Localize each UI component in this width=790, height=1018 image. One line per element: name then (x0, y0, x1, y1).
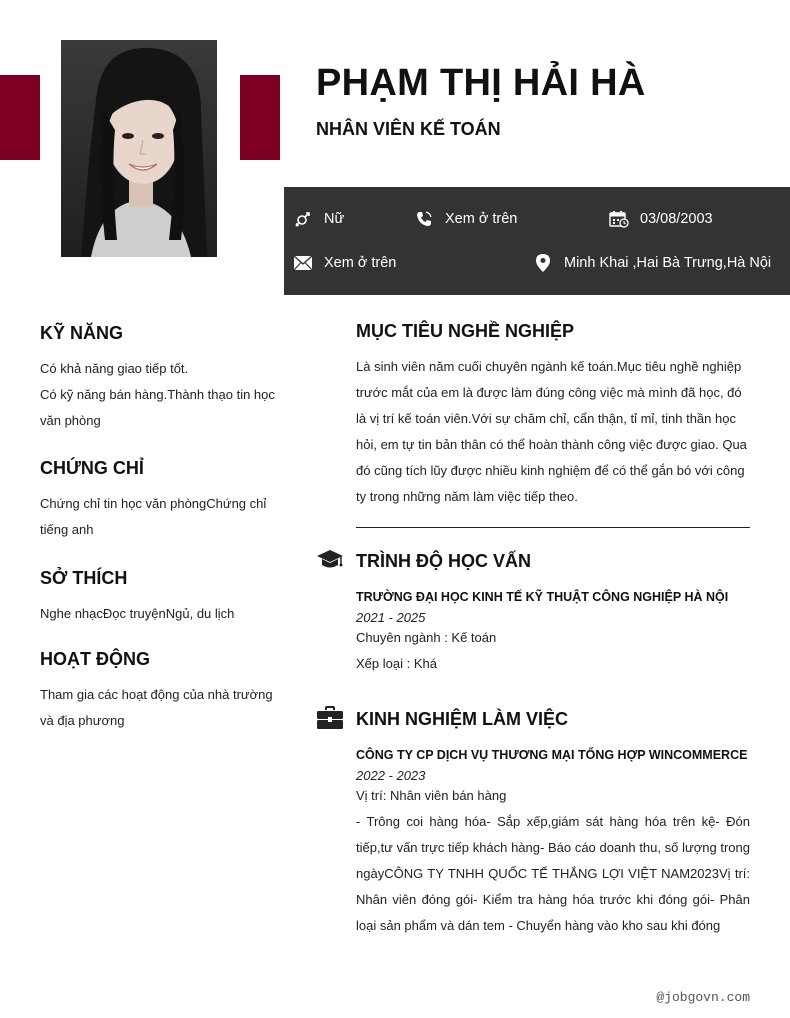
education-grade: Xếp loại : Khá (356, 656, 437, 671)
info-gender (293, 209, 344, 229)
activities-title: HOẠT ĐỘNG (40, 649, 150, 669)
activities-text: Tham gia các hoạt động của nhà trường và địa phương (40, 687, 273, 728)
section-divider (356, 527, 750, 528)
info-address (533, 253, 771, 273)
experience-position: Vị trí: Nhân viên bán hàng (356, 788, 507, 803)
info-dob (609, 209, 713, 229)
contact-info-box (284, 187, 790, 295)
certificates-text: Chứng chỉ tin học văn phòngChứng chỉ tiếng anh (40, 496, 267, 537)
skills-text: Có khả năng giao tiếp tốt. Có kỹ năng bán hàng.Thành thạo tin học văn phòng (40, 361, 275, 428)
objective-title: MỤC TIÊU NGHỀ NGHIỆP (356, 321, 575, 341)
info-gender-text: Nữ (324, 211, 345, 227)
watermark: @jobgovn.com (656, 990, 750, 1005)
experience-company: CÔNG TY CP DỊCH VỤ THƯƠNG MẠI TỔNG HỢP WINCOMMERCE (356, 748, 748, 762)
activities-section (40, 649, 280, 734)
hobbies-title: SỞ THÍCH (40, 568, 128, 588)
info-phone-text: Xem ở trên (445, 211, 518, 227)
skills-section (40, 323, 280, 434)
phone-icon (414, 209, 434, 229)
education-section (356, 551, 750, 677)
calendar-icon (609, 209, 629, 229)
experience-title: KINH NGHIỆM LÀM VIỆC (356, 709, 569, 729)
gender-icon (293, 209, 313, 229)
candidate-name: PHẠM THỊ HẢI HÀ (316, 62, 646, 104)
graduation-cap-icon (316, 549, 344, 573)
education-years: 2021 - 2025 (356, 610, 426, 625)
info-email-text: Xem ở trên (324, 255, 397, 271)
briefcase-icon (316, 706, 344, 730)
job-title: NHÂN VIÊN KẾ TOÁN (316, 119, 501, 139)
info-dob-text: 03/08/2003 (640, 211, 713, 227)
experience-years: 2022 - 2023 (356, 768, 426, 783)
objective-text: Là sinh viên năm cuối chuyên ngành kế toán.Mục tiêu nghề nghiệp trước mắt của em là được làm đúng công việc mà mình đã học, đó là vị trí kế toán viên.Với sự chăm chỉ, cẩn thận, tỉ mỉ, tinh thần học hỏi, em tự tin bản thân có thể hoàn thành công việc được giao. Qua đó cũng tích lũy được nhiều kinh nghiệm để có thể gắn bó với công ty trong những năm làm việc tiếp theo. (356, 359, 747, 504)
certificates-title: CHỨNG CHỈ (40, 458, 144, 478)
certificates-section (40, 458, 280, 543)
accent-block-right (240, 75, 280, 160)
education-school: TRƯỜNG ĐẠI HỌC KINH TẾ KỸ THUẬT CÔNG NGHIỆP HÀ NỘI (356, 590, 729, 604)
profile-photo (61, 40, 217, 257)
accent-block-left (0, 75, 40, 160)
education-major: Chuyên ngành : Kế toán (356, 630, 497, 645)
info-email (293, 253, 396, 273)
education-title: TRÌNH ĐỘ HỌC VẤN (356, 551, 531, 571)
experience-details: - Trông coi hàng hóa- Sắp xếp,giám sát hàng hóa trên kệ- Đón tiếp,tư vấn trực tiếp khách hàng- Báo cáo doanh thu, số lượng trong ngàyCÔNG TY TNHH QUỐC TẾ THẮNG LỢI VIỆT NAM2023Vị trí: Nhân viên đóng gói- Kiểm tra hàng hóa trước khi đóng gói- Phân loại sản phẩm và dán tem - Chuyển hàng vào kho sau khi đóng (356, 814, 750, 933)
objective-section (356, 321, 750, 510)
info-phone (414, 209, 517, 229)
experience-section (356, 709, 750, 939)
info-address-text: Minh Khai ,Hai Bà Trưng,Hà Nội (564, 255, 772, 271)
hobbies-text: Nghe nhạcĐọc truyệnNgủ, du lịch (40, 606, 235, 621)
hobbies-section (40, 568, 280, 627)
location-pin-icon (533, 253, 553, 273)
skills-title: KỸ NĂNG (40, 323, 124, 343)
envelope-icon (293, 253, 313, 273)
